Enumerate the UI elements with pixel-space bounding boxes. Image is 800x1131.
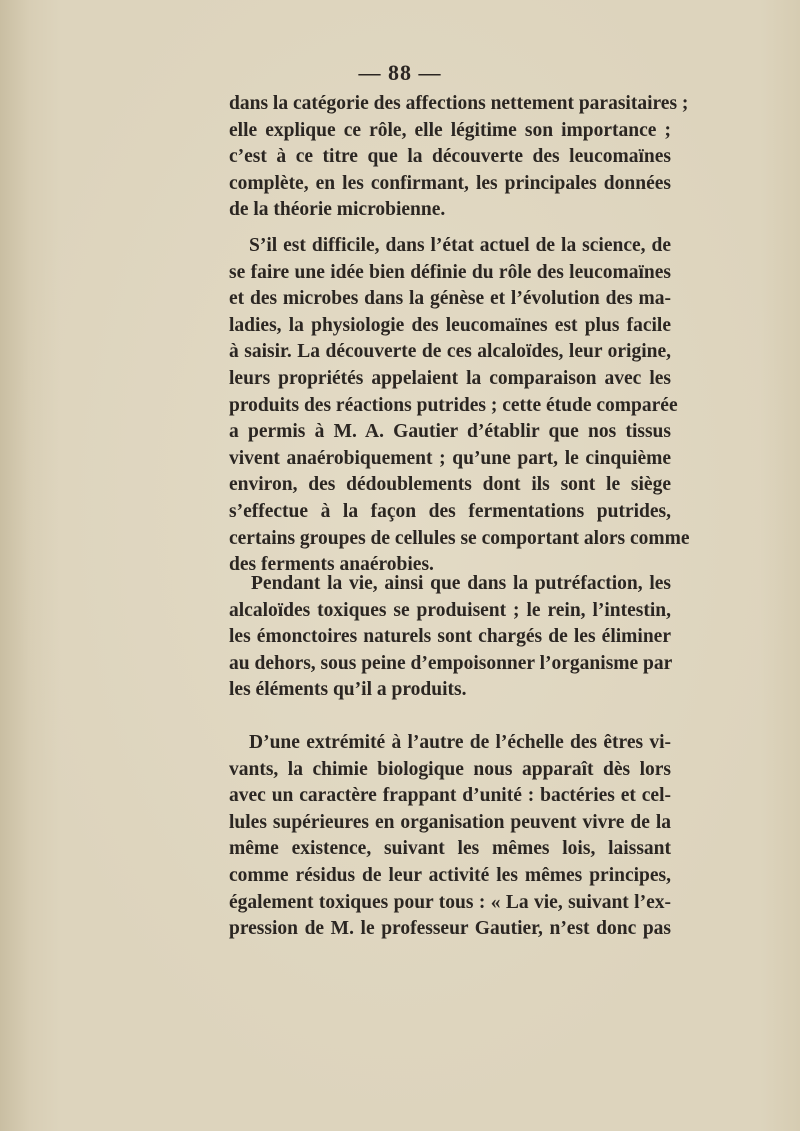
paragraph-line: ladies, la physiologie des leucomaïnes est plus facile bbox=[229, 314, 671, 336]
paragraph-line: avec un caractère frappant d’unité : bactéries et cel- bbox=[229, 785, 671, 807]
paragraph-line: produits des réactions putrides ; cette étude comparée bbox=[229, 394, 678, 416]
paragraph-line: et des microbes dans la génèse et l’évolution des ma- bbox=[229, 288, 671, 310]
paragraph-line: certains groupes de cellules se comportant alors comme bbox=[229, 527, 690, 549]
paragraph-line: alcaloïdes toxiques se produisent ; le rein, l’intestin, bbox=[229, 599, 671, 621]
paragraph-line: lules supérieures en organisation peuvent vivre de la bbox=[229, 811, 671, 833]
paragraph-line: comme résidus de leur activité les mêmes principes, bbox=[229, 864, 671, 886]
page-number: — 88 — bbox=[358, 60, 442, 85]
paragraph-line: au dehors, sous peine d’empoisonner l’organisme par bbox=[229, 652, 673, 674]
paragraph-line: de la théorie microbienne. bbox=[229, 199, 446, 221]
paragraph-line: se faire une idée bien définie du rôle des leucomaïnes bbox=[229, 261, 671, 283]
paragraph-line: S’il est difficile, dans l’état actuel de la science, de bbox=[249, 235, 671, 256]
paragraph-line: vants, la chimie biologique nous apparaît dès lors bbox=[229, 758, 671, 780]
paragraph-line: c’est à ce titre que la découverte des leucomaïnes bbox=[229, 146, 671, 168]
paragraph-line: les émonctoires naturels sont chargés de les éliminer bbox=[229, 626, 671, 648]
paragraph-line: vivent anaérobiquement ; qu’une part, le cinquième bbox=[229, 447, 671, 469]
paragraph-2 bbox=[229, 233, 690, 579]
paragraph-line: pression de M. le professeur Gautier, n’est donc pas bbox=[229, 918, 671, 940]
paragraph-line: également toxiques pour tous : « La vie, suivant l’ex- bbox=[229, 891, 671, 913]
paragraph-line: elle explique ce rôle, elle légitime son importance ; bbox=[229, 119, 671, 141]
paragraph-line: leurs propriétés appelaient la comparaison avec les bbox=[229, 367, 671, 389]
paragraph-line: Pendant la vie, ainsi que dans la putréfaction, les bbox=[251, 573, 671, 594]
paragraph-3 bbox=[229, 571, 671, 704]
paragraph-4 bbox=[229, 730, 671, 943]
paragraph-1 bbox=[229, 91, 689, 224]
paragraph-line: les éléments qu’il a produits. bbox=[229, 679, 467, 701]
paragraph-line: complète, en les confirmant, les principales données bbox=[229, 172, 671, 194]
paragraph-line: environ, des dédoublements dont ils sont le siège bbox=[229, 474, 671, 496]
paragraph-line: a permis à M. A. Gautier d’établir que nos tissus bbox=[229, 421, 671, 443]
paragraph-line: des ferments anaérobies. bbox=[229, 554, 434, 576]
paragraph-line: s’effectue à la façon des fermentations putrides, bbox=[229, 500, 671, 522]
paragraph-line: à saisir. La découverte de ces alcaloïdes, leur origine, bbox=[229, 341, 671, 363]
paragraph-line: même existence, suivant les mêmes lois, laissant bbox=[229, 838, 671, 860]
paragraph-line: D’une extrémité à l’autre de l’échelle des êtres vi- bbox=[249, 732, 671, 753]
paragraph-line: dans la catégorie des affections nettement parasitaires ; bbox=[229, 93, 689, 114]
